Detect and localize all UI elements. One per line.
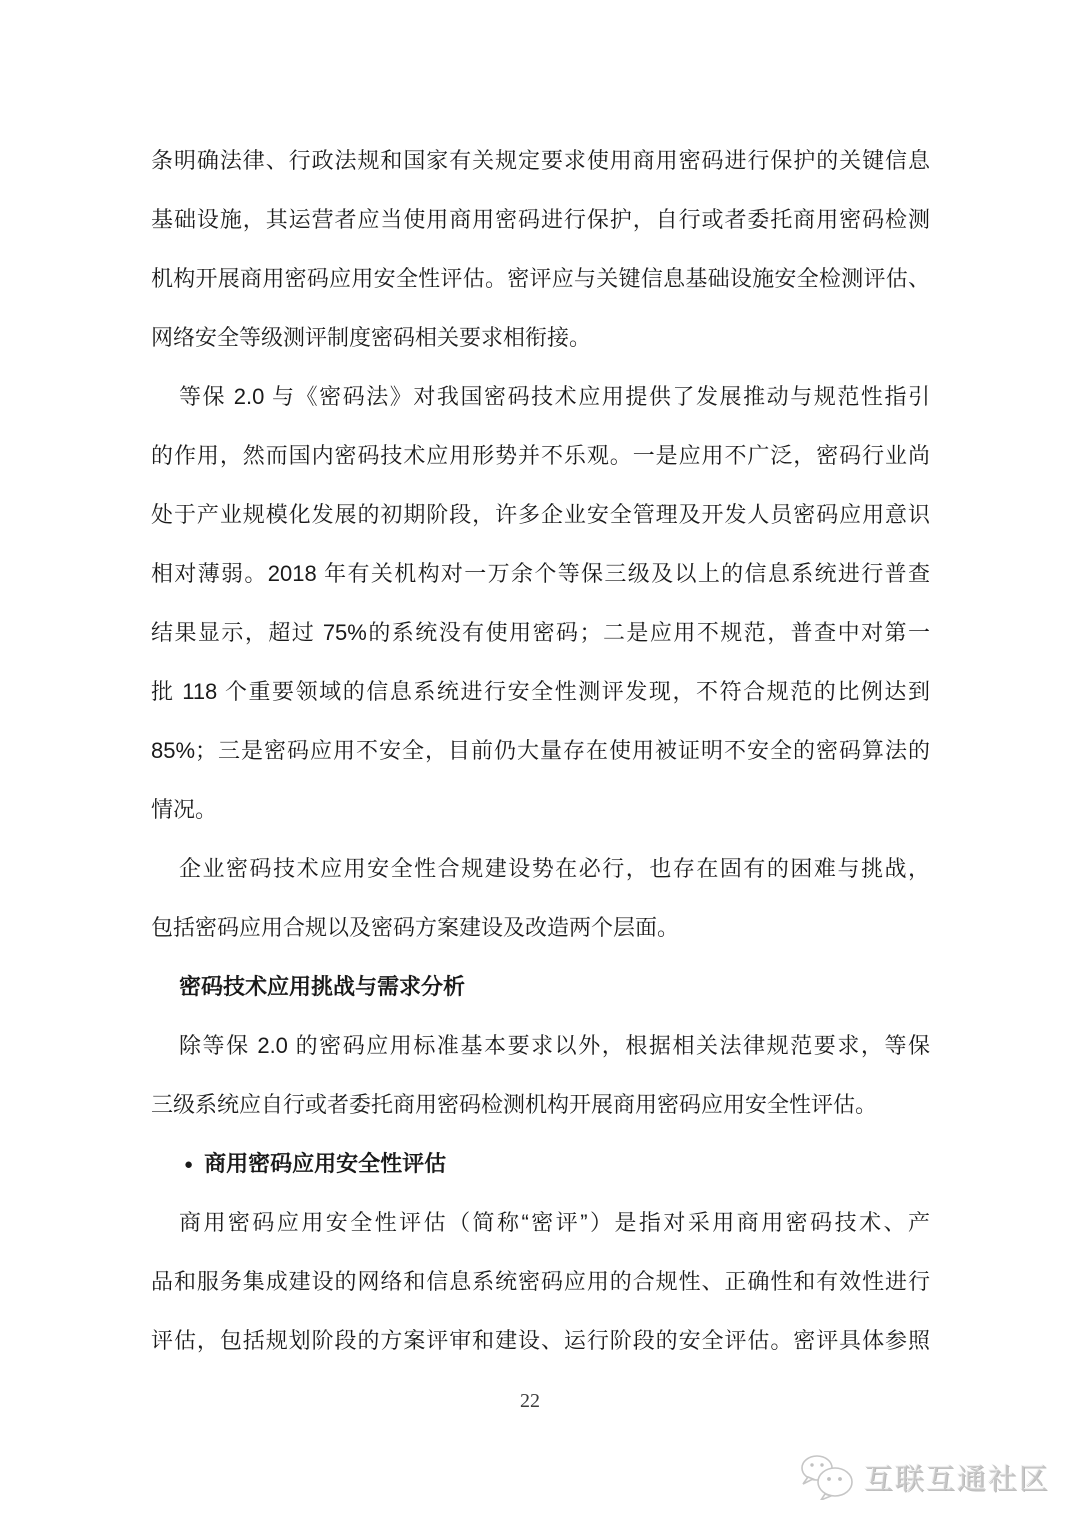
wechat-bubbles-icon: [799, 1454, 855, 1500]
section-heading: 密码技术应用挑战与需求分析: [179, 974, 466, 999]
text-line: 三级系统应自行或者委托商用密码检测机构开展商用密码应用安全性评估。: [151, 1092, 878, 1117]
text-line: 85%；三是密码应用不安全，目前仍大量存在使用被证明不安全的密码算法的: [151, 738, 930, 763]
text-line: 机构开展商用密码应用安全性评估。密评应与关键信息基础设施安全检测评估、: [151, 266, 930, 291]
text-line: 处于产业规模化发展的初期阶段，许多企业安全管理及开发人员密码应用意识: [151, 502, 930, 527]
bullet-icon: ●: [184, 1156, 194, 1173]
text-line: 条明确法律、行政法规和国家有关规定要求使用商用密码进行保护的关键信息: [151, 148, 930, 173]
text-line: 除等保 2.0 的密码应用标准基本要求以外，根据相关法律规范要求，等保: [179, 1033, 930, 1058]
text-line: 相对薄弱。2018 年有关机构对一万余个等保三级及以上的信息系统进行普查: [151, 561, 930, 586]
watermark-text: 互联互通社区: [863, 1463, 1050, 1496]
bullet-item: [151, 1134, 930, 1193]
page-number: 22: [520, 1390, 540, 1412]
watermark: [799, 1454, 1050, 1500]
text-line: 评估，包括规划阶段的方案评审和建设、运行阶段的安全评估。密评具体参照: [151, 1328, 930, 1353]
text-line: 结果显示，超过 75%的系统没有使用密码；二是应用不规范，普查中对第一: [151, 620, 930, 645]
text-line: 品和服务集成建设的网络和信息系统密码应用的合规性、正确性和有效性进行: [151, 1269, 930, 1294]
text-line: 基础设施，其运营者应当使用商用密码进行保护，自行或者委托商用密码检测: [151, 207, 930, 232]
text-line: 批 118 个重要领域的信息系统进行安全性测评发现，不符合规范的比例达到: [151, 679, 930, 704]
text-line: 包括密码应用合规以及密码方案建设及改造两个层面。: [151, 915, 680, 940]
text-line: 企业密码技术应用安全性合规建设势在必行，也存在固有的困难与挑战，: [179, 856, 930, 881]
text-line: 网络安全等级测评制度密码相关要求相衔接。: [151, 325, 592, 350]
text-line: 情况。: [151, 797, 218, 822]
text-line: 的作用，然而国内密码技术应用形势并不乐观。一是应用不广泛，密码行业尚: [151, 443, 930, 468]
bullet-item-label: 商用密码应用安全性评估: [204, 1151, 447, 1176]
text-line: 等保 2.0 与《密码法》对我国密码技术应用提供了发展推动与规范性指引: [179, 384, 930, 409]
document-body: [151, 131, 930, 1370]
text-line: 商用密码应用安全性评估（简称“密评”）是指对采用商用密码技术、产: [179, 1210, 930, 1235]
